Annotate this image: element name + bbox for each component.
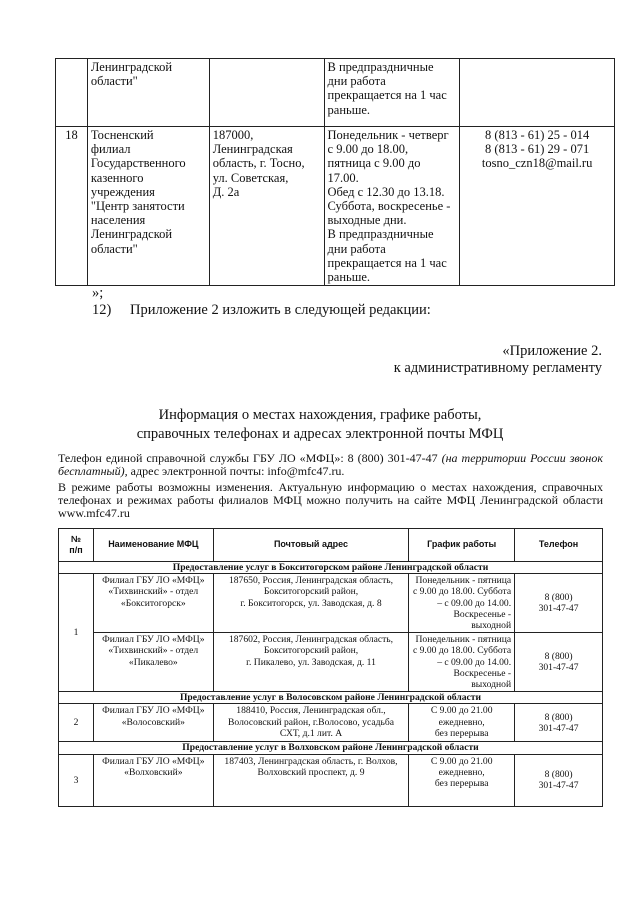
table-row: [56, 127, 615, 286]
header-num: № п/п: [59, 529, 94, 562]
appendix-subtitle: к административному регламенту: [393, 360, 602, 376]
section-row: [59, 692, 603, 704]
row-number: 18: [56, 127, 88, 286]
mfc-phone: 8 (800) 301-47-47: [515, 704, 603, 742]
mfc-name: Филиал ГБУ ЛО «МФЦ» «Волховский»: [93, 754, 213, 806]
center-name: Ленинградской области": [87, 59, 209, 127]
section-title: Предоставление услуг в Волосовском районе Ленинградской области: [59, 692, 603, 704]
mfc-schedule: С 9.00 до 21.00 ежедневно, без перерыва: [409, 754, 515, 806]
table-row: [59, 633, 603, 692]
email-link[interactable]: tosno_czn18@mail.ru: [481, 156, 593, 171]
mfc-name: Филиал ГБУ ЛО «МФЦ» «Тихвинский» - отдел «Пикалево»: [93, 633, 213, 692]
center-address: [209, 59, 324, 127]
section-row: [59, 562, 603, 574]
phone-line: 8 (813 - 61) 25 - 014: [485, 128, 590, 142]
section-row: [59, 742, 603, 754]
header-name: Наименование МФЦ: [93, 529, 213, 562]
heading-line-1: Информация о местах нахождения, графике работы,: [158, 407, 482, 423]
header-address: Почтовый адрес: [213, 529, 409, 562]
header-schedule: График работы: [409, 529, 515, 562]
center-name: Тосненский филиал Государственного казенного учреждения "Центр занятости населения Ленинградской области": [87, 127, 209, 286]
mfc-name: Филиал ГБУ ЛО «МФЦ» «Тихвинский» - отдел «Бокситогорск»: [93, 574, 213, 633]
mfc-schedule: Понедельник - пятница с 9.00 до 18.00. Суббота – с 09.00 до 14.00. Воскресенье - выходной: [409, 574, 515, 633]
mfc-address: 187650, Россия, Ленинградская область, Бокситогорский район, г. Бокситогорск, ул. Заводская, д. 8: [213, 574, 409, 633]
employment-centers-table: [55, 58, 615, 286]
row-number: 3: [59, 754, 94, 806]
section-title: Предоставление услуг в Волховском районе Ленинградской области: [59, 742, 603, 754]
table-header-row: [59, 529, 603, 562]
hotline-text: Телефон единой справочной службы ГБУ ЛО «МФЦ»: 8 (800) 301-47-47: [58, 451, 442, 465]
email-text: адрес электронной почты: info@mfc47.ru.: [127, 464, 345, 478]
table-row: [59, 574, 603, 633]
mfc-address: 187403, Ленинградская область, г. Волхов, Волховский проспект, д. 9: [213, 754, 409, 806]
mfc-address: 188410, Россия, Ленинградская обл., Волосовский район, г.Волосово, усадьба СХТ, д.1 лит. А: [213, 704, 409, 742]
hotline-note: (на территории России звонок бесплатный),: [58, 451, 603, 478]
center-schedule: В предпраздничные дни работа прекращается на 1 час раньше.: [324, 59, 460, 127]
table-row: [56, 59, 615, 127]
item-text: Приложение 2 изложить в следующей редакции:: [130, 302, 431, 318]
mfc-schedule: С 9.00 до 21.00 ежедневно, без перерыва: [409, 704, 515, 742]
center-address: 187000, Ленинградская область, г. Тосно, ул. Советская, Д. 2а: [209, 127, 324, 286]
mfc-address: 187602, Россия, Ленинградская область, Бокситогорский район, г. Пикалево, ул. Заводская, д. 11: [213, 633, 409, 692]
center-schedule: Понедельник - четверг с 9.00 до 18.00, пятница с 9.00 до 17.00. Обед с 12.30 до 13.18. Суббота, воскресенье - выходные дни. В предпраздничные дни работа прекращается на 1 час раньше.: [324, 127, 460, 286]
row-number: [56, 59, 88, 127]
row-number: 2: [59, 704, 94, 742]
mfc-schedule: Понедельник - пятница с 9.00 до 18.00. Суббота – с 09.00 до 14.00. Воскресенье - выходной: [409, 633, 515, 692]
mfc-phone: 8 (800) 301-47-47: [515, 633, 603, 692]
changes-info: В режиме работы возможны изменения. Актуальную информацию о местах нахождения, справочных телефонах и режимах работы филиалов МФЦ можно получить на сайте МФЦ Ленинградской области www.mfc47.ru: [58, 480, 603, 520]
mfc-name: Филиал ГБУ ЛО «МФЦ» «Волосовский»: [93, 704, 213, 742]
mfc-table: [58, 528, 603, 807]
center-phone: [460, 127, 615, 286]
row-number: 1: [59, 574, 94, 692]
phone-line: 8 (813 - 61) 29 - 071: [485, 142, 590, 157]
appendix-title: «Приложение 2.: [502, 343, 602, 359]
center-phone: [460, 59, 615, 127]
item-number: 12): [92, 302, 112, 318]
mfc-phone: 8 (800) 301-47-47: [515, 574, 603, 633]
table-row: [59, 704, 603, 742]
header-phone: Телефон: [515, 529, 603, 562]
table-row: [59, 754, 603, 806]
heading-line-2: справочных телефонах и адресах электронной почты МФЦ: [136, 426, 504, 442]
hotline-info: [58, 452, 603, 478]
closing-quote: »;: [92, 285, 104, 301]
mfc-phone: 8 (800) 301-47-47: [515, 754, 603, 806]
section-title: Предоставление услуг в Бокситогорском районе Ленинградской области: [59, 562, 603, 574]
